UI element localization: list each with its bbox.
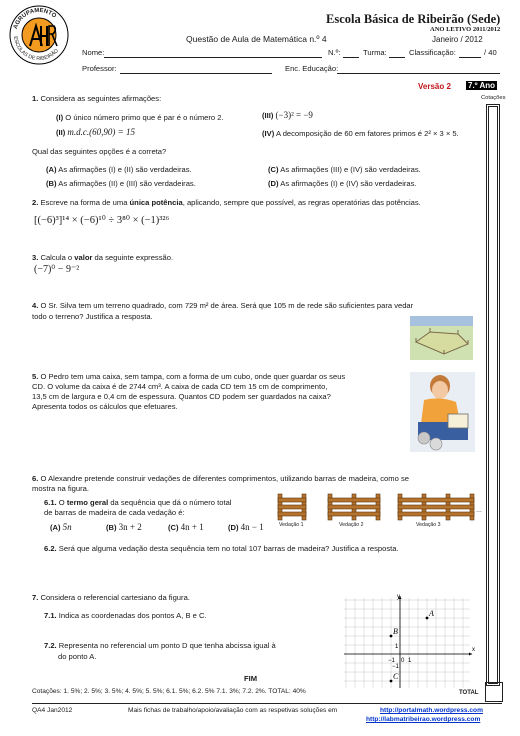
q6-option-d[interactable]	[228, 522, 264, 532]
teacher-field[interactable]	[120, 73, 272, 74]
q7-2-text-1: Representa no referencial um ponto D que tenha abcissa igual à	[58, 641, 276, 650]
q6-option-d-text: 4n − 1	[240, 522, 264, 532]
end-label: FIM	[244, 674, 258, 683]
q3-prompt	[32, 253, 173, 262]
q3-text-b: valor	[74, 253, 93, 262]
grid-point-label-a: A	[429, 609, 434, 618]
q6-option-b-text: 3n + 2	[118, 522, 142, 532]
q1-statement-3	[262, 110, 313, 120]
q4-text-1: O Sr. Silva tem um terreno quadrado, com 729 m² de área. Será que 105 m de rede são suficientes para vedar	[40, 301, 414, 310]
fence-ellipsis: …	[476, 508, 482, 514]
guardian-label: Enc. Educação:	[285, 64, 339, 73]
q6-1-line-1	[44, 498, 232, 507]
q7-1-text: Indica as coordenadas dos pontos A, B e C.	[58, 611, 207, 620]
q1-s4-text: A decomposição de 60 em fatores primos é 2² × 3 × 5.	[275, 129, 459, 138]
footer-link-labmat[interactable]: http://labmatribeirao.wordpress.com	[366, 716, 481, 723]
q5-line-4: Apresenta todos os cálculos que efetuares.	[32, 402, 178, 411]
q6-option-a[interactable]	[50, 522, 72, 532]
q1-option-d-text: As afirmações (I) e (IV) são verdadeiras.	[280, 179, 417, 188]
q4-line-1	[32, 301, 413, 310]
q1-option-c[interactable]	[268, 165, 421, 174]
guardian-field[interactable]	[337, 73, 500, 74]
q4-number: 4.	[32, 301, 39, 310]
q6-line-2: mostra na figura.	[32, 484, 89, 493]
boy-with-cds-image	[410, 372, 475, 452]
q1-s2-text: m.d.c.(60,90) = 15	[67, 127, 135, 137]
q6-1-text-a: O	[58, 498, 65, 507]
q7-number: 7.	[32, 593, 39, 602]
q1-prompt	[32, 94, 161, 103]
q6-option-c-label: (C)	[168, 523, 179, 532]
grid-tick-yneg1: −1	[392, 664, 399, 670]
q7-2-line-1	[44, 641, 276, 650]
grid-point-label-b: B	[393, 627, 398, 636]
q6-1-line-2: de barras de madeira de cada vedação é:	[44, 508, 185, 517]
grade-label: Classificação:	[409, 48, 456, 57]
grid-y-label: y	[397, 594, 400, 600]
year-badge: 7.º Ano	[468, 81, 496, 90]
q6-number: 6.	[32, 474, 39, 483]
footer-more-text: Mais fichas de trabalho/apoio/avaliação com as respetivas soluções em	[128, 707, 338, 714]
svg-text:ESCOLAS DE RIBEIRÃO: ESCOLAS DE RIBEIRÃO	[11, 35, 60, 63]
q1-option-a-label: (A)	[46, 165, 57, 174]
q1-option-c-text: As afirmações (III) e (IV) são verdadeiras.	[280, 165, 421, 174]
q6-option-b-label: (B)	[106, 523, 117, 532]
exam-date: Janeiro / 2012	[432, 35, 483, 44]
q1-statement-4	[262, 129, 459, 138]
q6-1-text-c: da sequência que dá o número total	[110, 498, 232, 507]
q5-number: 5.	[32, 372, 39, 381]
q1-s1-text: O único número primo que é par é o número 2.	[65, 113, 224, 122]
number-label: N.º:	[328, 48, 341, 57]
q6-option-a-text: 5n	[62, 522, 72, 532]
q6-2-number: 6.2.	[44, 544, 57, 553]
q7-text: Considera o referencial cartesiano da figura.	[40, 593, 190, 602]
q1-statement-2	[56, 127, 135, 137]
grade-field[interactable]	[459, 57, 481, 58]
q6-option-c[interactable]	[168, 522, 204, 532]
fenced-field-image	[410, 316, 473, 360]
class-field[interactable]	[389, 57, 405, 58]
q2-number: 2.	[32, 198, 39, 207]
name-label: Nome:	[82, 48, 105, 57]
q4-line-2: todo o terreno? Justifica a resposta.	[32, 312, 153, 321]
cartesian-grid	[340, 590, 480, 692]
fence-label-1: Vedação 1	[279, 522, 304, 528]
q6-line-1	[32, 474, 409, 483]
q1-option-d[interactable]	[268, 179, 417, 188]
q3-text-a: Calcula o	[40, 253, 73, 262]
footer-divider	[32, 703, 502, 704]
grid-point-b	[390, 635, 393, 638]
q1-s4-label: (IV)	[262, 129, 275, 138]
q3-text-c: da seguinte expressão.	[94, 253, 174, 262]
grid-point-c	[390, 680, 393, 683]
q6-2-line	[44, 544, 399, 553]
q6-1-number: 6.1.	[44, 498, 57, 507]
q1-option-b-label: (B)	[46, 179, 57, 188]
grid-tick-0: 0	[401, 658, 405, 664]
exam-title: Questão de Aula de Matemática n.º 4	[186, 34, 327, 44]
q7-prompt	[32, 593, 190, 602]
q5-line-1	[32, 372, 345, 381]
q2-text-b: única potência	[129, 198, 183, 207]
grid-x-label: x	[472, 647, 475, 653]
total-box[interactable]	[485, 682, 503, 702]
q6-option-a-label: (A)	[50, 523, 61, 532]
school-logo	[8, 4, 70, 66]
q1-option-d-label: (D)	[268, 179, 279, 188]
q1-s1-label: (I)	[56, 113, 64, 122]
quotations-heading: Cotações	[481, 95, 506, 101]
quotations-column-inner	[488, 106, 498, 684]
q3-number: 3.	[32, 253, 39, 262]
q1-s3-label: (III)	[262, 111, 274, 120]
q1-statement-1	[56, 113, 224, 122]
q6-option-b[interactable]	[106, 522, 142, 532]
q1-option-a-text: As afirmações (I) e (II) são verdadeiras.	[58, 165, 192, 174]
grid-tick-1: 1	[408, 658, 412, 664]
fence-label-3: Vedação 3	[416, 522, 441, 528]
q7-2-line-2: do ponto A.	[58, 652, 97, 661]
q6-1-text-b: termo geral	[66, 498, 109, 507]
q1-option-a[interactable]	[46, 165, 192, 174]
q1-text: Considera as seguintes afirmações:	[40, 94, 162, 103]
q1-option-c-label: (C)	[268, 165, 279, 174]
q1-s2-label: (II)	[56, 128, 66, 137]
q6-2-text: Será que alguma vedação desta sequência tem no total 107 barras de madeira? Justifica a resposta.	[58, 544, 399, 553]
q6-option-c-text: 4n + 1	[180, 522, 204, 532]
q2-text-c: , aplicando, sempre que possível, as regras operatórias das potências.	[182, 198, 421, 207]
footer-code: QA4 Jan2012	[32, 707, 73, 714]
q1-option-b-text: As afirmações (II) e (III) são verdadeiras.	[58, 179, 196, 188]
q5-text-1: O Pedro tem uma caixa, sem tampa, com a forma de um cubo, onde quer guardar os seus	[40, 372, 346, 381]
q2-prompt	[32, 198, 421, 207]
q7-1-line	[44, 611, 207, 620]
footer-link-portalmath[interactable]: http://portalmath.wordpress.com	[380, 707, 483, 714]
number-field[interactable]	[343, 57, 359, 58]
quotations-summary: Cotações: 1. 5%; 2. 5%; 3. 5%; 4. 5%; 5. 5%; 6.1. 5%; 6.2. 5% 7.1. 3%; 7.2. 2%. TOTAL: 40%	[32, 688, 306, 695]
grid-point-label-c: C	[393, 672, 399, 681]
q2-text-a: Escreve na forma de uma	[40, 198, 128, 207]
q3-expression: (−7)⁰ − 9⁻²	[34, 264, 80, 275]
q5-line-3: 13,5 cm de largura e 0,4 cm de espessura. Quantos CD podem ser guardados na caixa?	[32, 392, 331, 401]
version-label: Versão 2	[418, 82, 451, 91]
q1-question: Qual das seguintes opções é a correta?	[32, 147, 167, 156]
school-year: ANO LETIVO 2011/2012	[430, 26, 501, 33]
q1-option-b[interactable]	[46, 179, 196, 188]
q7-1-number: 7.1.	[44, 611, 57, 620]
svg-text:AGRUPAMENTO: AGRUPAMENTO	[12, 7, 58, 30]
grade-total: / 40	[484, 48, 497, 57]
q6-option-d-label: (D)	[228, 523, 239, 532]
class-label: Turma:	[363, 48, 387, 57]
grid-tick-neg1: −1	[388, 658, 395, 664]
total-label: TOTAL	[459, 690, 479, 696]
teacher-label: Professor:	[82, 64, 117, 73]
grid-point-a	[426, 617, 429, 620]
school-name: Escola Básica de Ribeirão (Sede)	[326, 12, 501, 26]
fence-label-2: Vedação 2	[339, 522, 364, 528]
q1-number: 1.	[32, 94, 39, 103]
q6-text-1: O Alexandre pretende construir vedações de diferentes comprimentos, utilizando barras de madeira, como se	[40, 474, 409, 483]
name-field[interactable]	[104, 57, 322, 58]
q7-2-number: 7.2.	[44, 641, 57, 650]
q5-line-2: CD. O volume da caixa é de 2744 cm³. A caixa de cada CD tem 15 cm de comprimento,	[32, 382, 328, 391]
grid-tick-y1: 1	[395, 644, 399, 650]
q1-s3-text: (−3)² = −9	[275, 110, 313, 120]
q2-expression: [(−6)³]¹⁴ × (−6)¹⁰ ÷ 3⁸⁰ × (−1)³²⁶	[34, 215, 170, 226]
